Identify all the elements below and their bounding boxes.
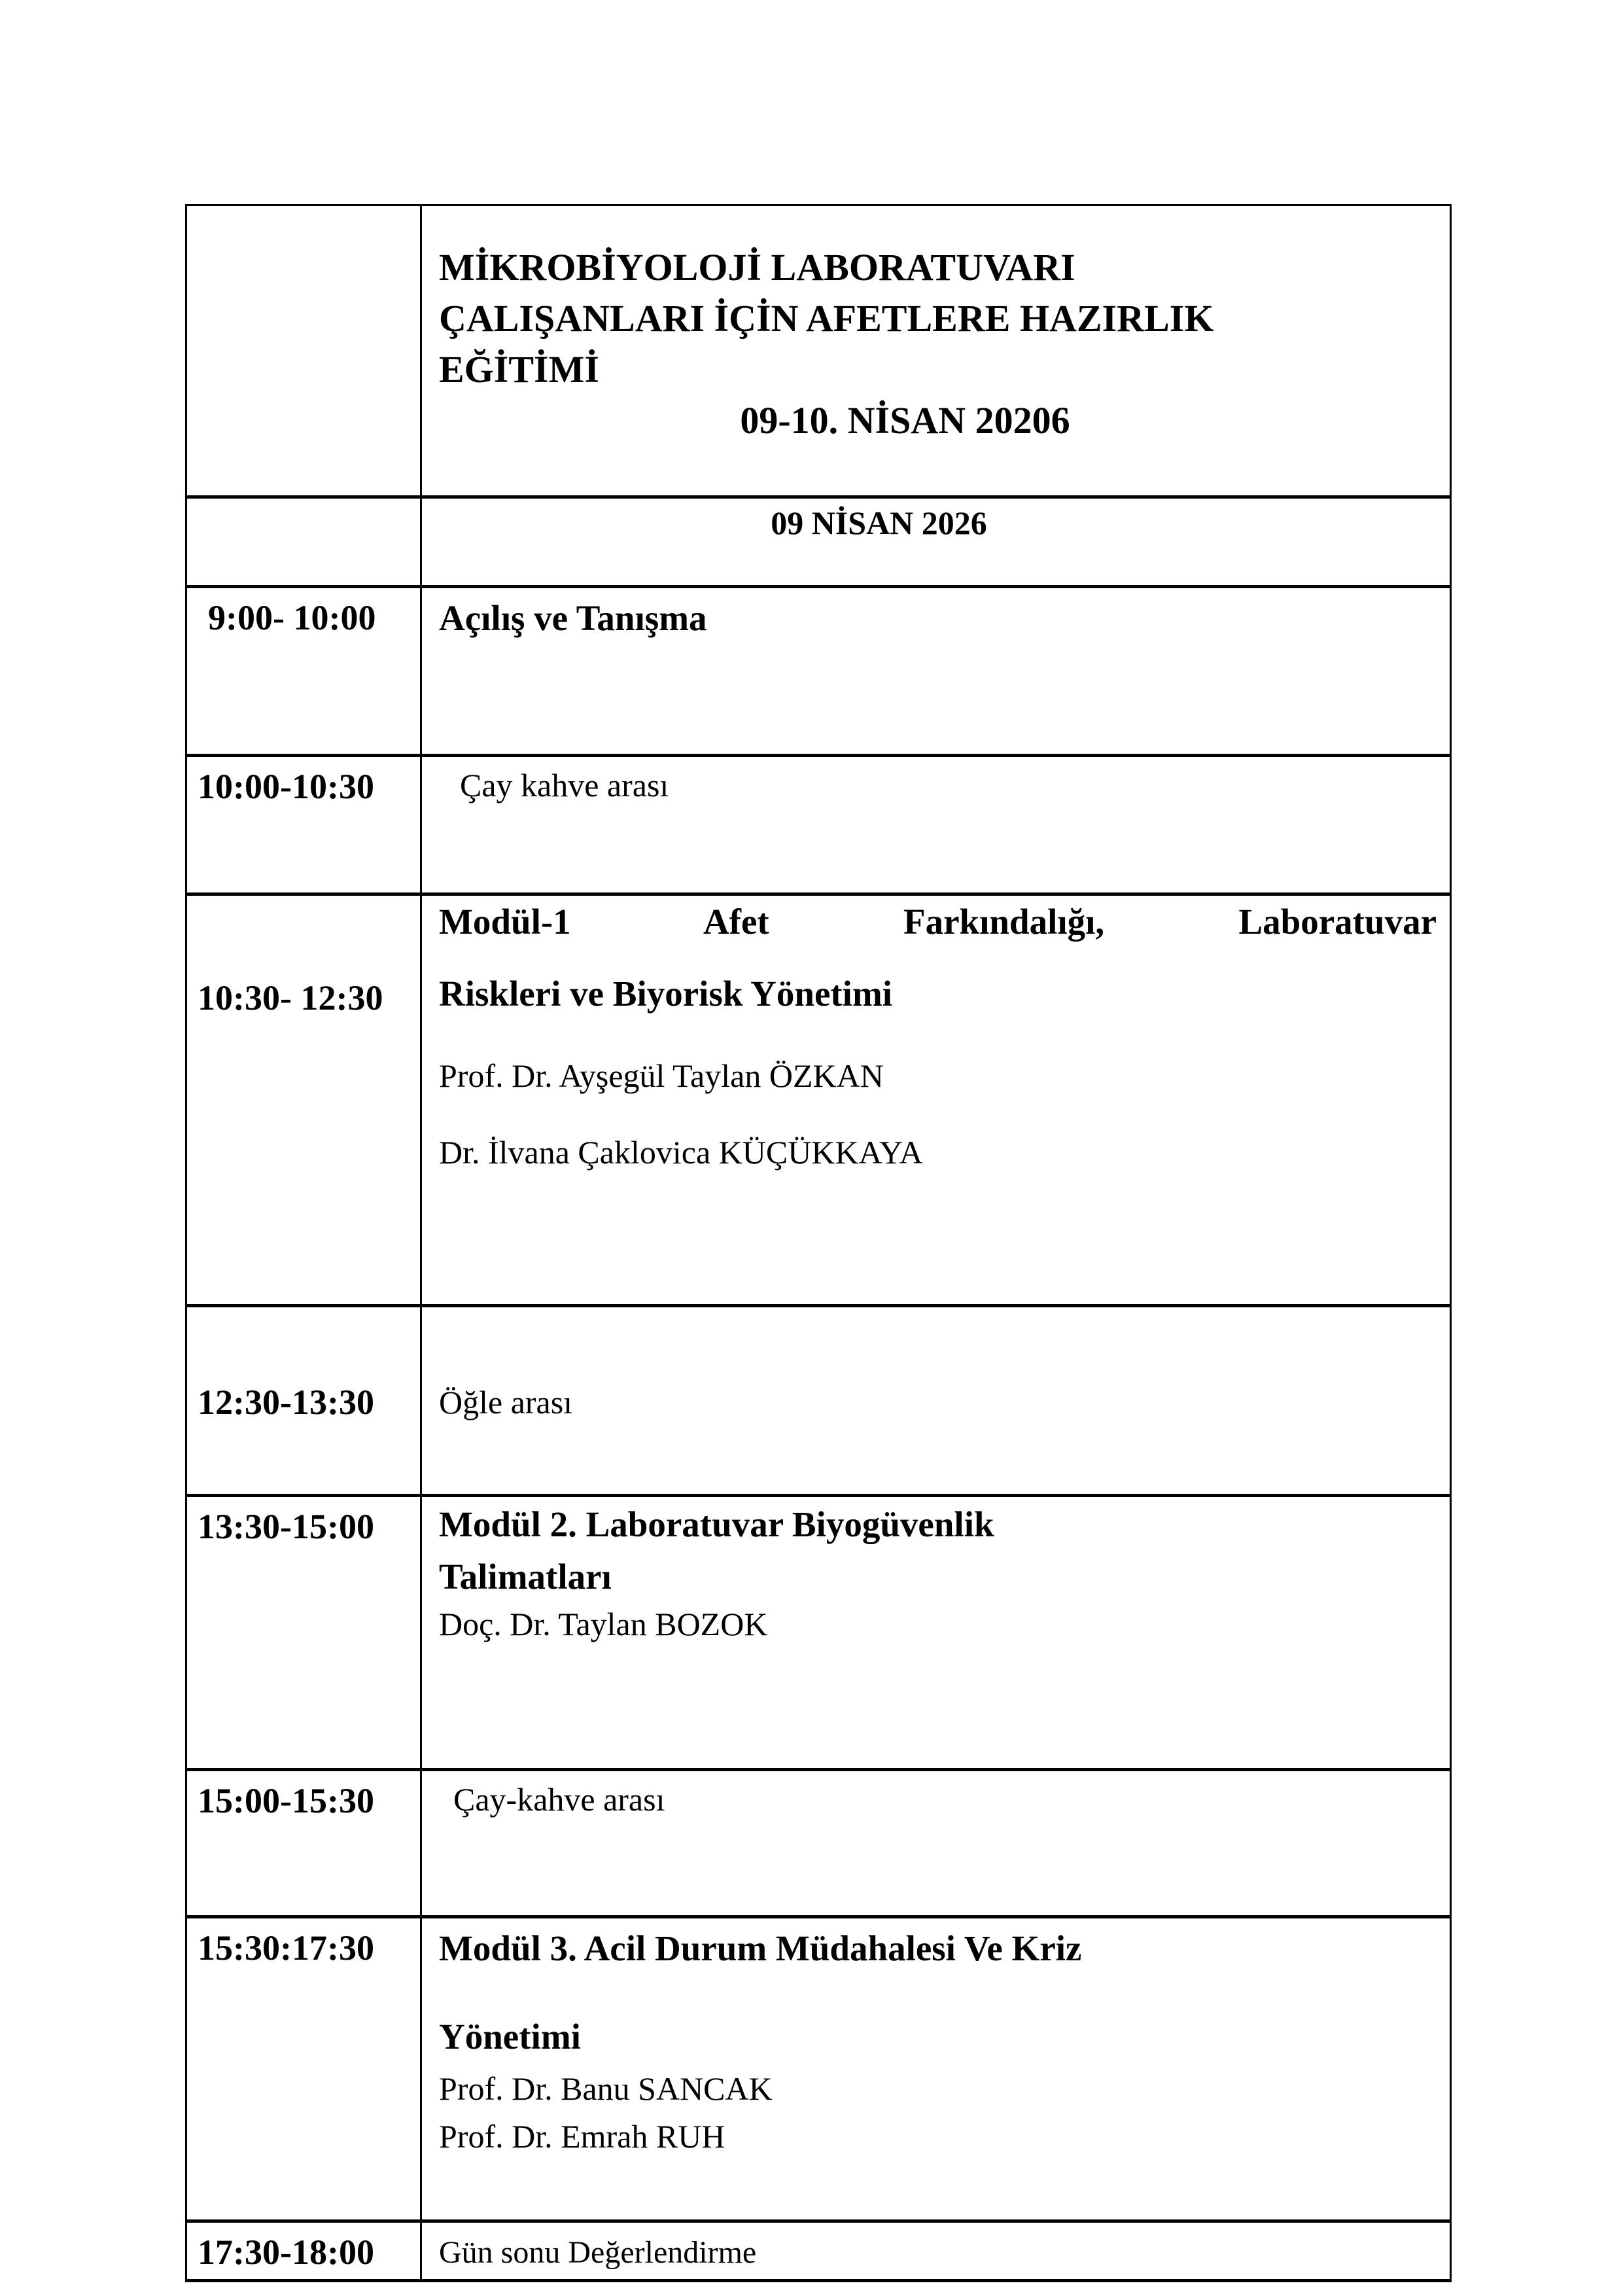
session-title: Açılış ve Tanışma: [439, 598, 707, 638]
table-row: [186, 2221, 1451, 2281]
time-slot: 17:30-18:00: [186, 2221, 421, 2281]
table-row: [186, 756, 1451, 894]
session-title: Öğle arası: [439, 1383, 573, 1421]
session-title: Gün sonu Değerlendirme: [439, 2234, 757, 2270]
session-cell: [421, 1917, 1451, 2221]
time-slot: 10:00-10:30: [186, 756, 421, 894]
session-cell: [421, 2221, 1451, 2281]
speaker-name: Prof. Dr. Banu SANCAK: [439, 2070, 773, 2107]
time-slot: 15:30:17:30: [186, 1917, 421, 2221]
event-title-line-2: ÇALIŞANLARI İÇİN AFETLERE HAZIRLIK: [439, 297, 1214, 340]
session-title-line-1: Modül-1 Afet Farkındalığı, Laboratuvar: [439, 902, 1437, 942]
table-row: [186, 1917, 1451, 2221]
table-row: [186, 894, 1451, 1306]
session-cell: [421, 894, 1451, 1306]
session-title-line-2: Yönetimi: [439, 2017, 581, 2057]
time-slot: 9:00- 10:00: [186, 587, 421, 756]
empty-corner-cell: [186, 205, 421, 497]
empty-time-cell: [186, 497, 421, 587]
time-slot: 10:30- 12:30: [186, 894, 421, 1306]
event-title-line-1: MİKROBİYOLOJİ LABORATUVARI: [439, 246, 1075, 289]
session-title-line-1: Modül 3. Acil Durum Müdahalesi Ve Kriz: [439, 1928, 1082, 1968]
table-row: [186, 1770, 1451, 1917]
session-cell: [421, 587, 1451, 756]
event-title-cell: [421, 205, 1451, 497]
session-cell: [421, 1306, 1451, 1496]
table-row: [186, 1496, 1451, 1770]
table-row-header: [186, 205, 1451, 497]
time-slot: 12:30-13:30: [186, 1306, 421, 1496]
event-date-range: 09-10. NİSAN 20206: [740, 399, 1070, 442]
session-title-line-2: Talimatları: [439, 1557, 612, 1597]
speaker-name: Dr. İlvana Çaklovica KÜÇÜKKAYA: [439, 1134, 923, 1171]
session-title-line-1: Modül 2. Laboratuvar Biyogüvenlik: [439, 1504, 994, 1544]
table-row: [186, 587, 1451, 756]
session-title: Çay kahve arası: [460, 767, 669, 804]
schedule-table: [185, 204, 1452, 2282]
session-cell: [421, 1496, 1451, 1770]
session-cell: [421, 1770, 1451, 1917]
speaker-name: Doç. Dr. Taylan BOZOK: [439, 1606, 768, 1642]
table-row: [186, 1306, 1451, 1496]
session-title-line-2: Riskleri ve Biyorisk Yönetimi: [439, 974, 893, 1014]
speaker-name: Prof. Dr. Ayşegül Taylan ÖZKAN: [439, 1057, 884, 1094]
speaker-name: Prof. Dr. Emrah RUH: [439, 2118, 725, 2155]
time-slot: 15:00-15:30: [186, 1770, 421, 1917]
time-slot: 13:30-15:00: [186, 1496, 421, 1770]
table-row-day: [186, 497, 1451, 587]
event-title-line-3: EĞİTİMİ: [439, 348, 599, 391]
session-cell: [421, 756, 1451, 894]
day-header: 09 NİSAN 2026: [421, 497, 1451, 587]
session-title: Çay-kahve arası: [453, 1781, 665, 1818]
